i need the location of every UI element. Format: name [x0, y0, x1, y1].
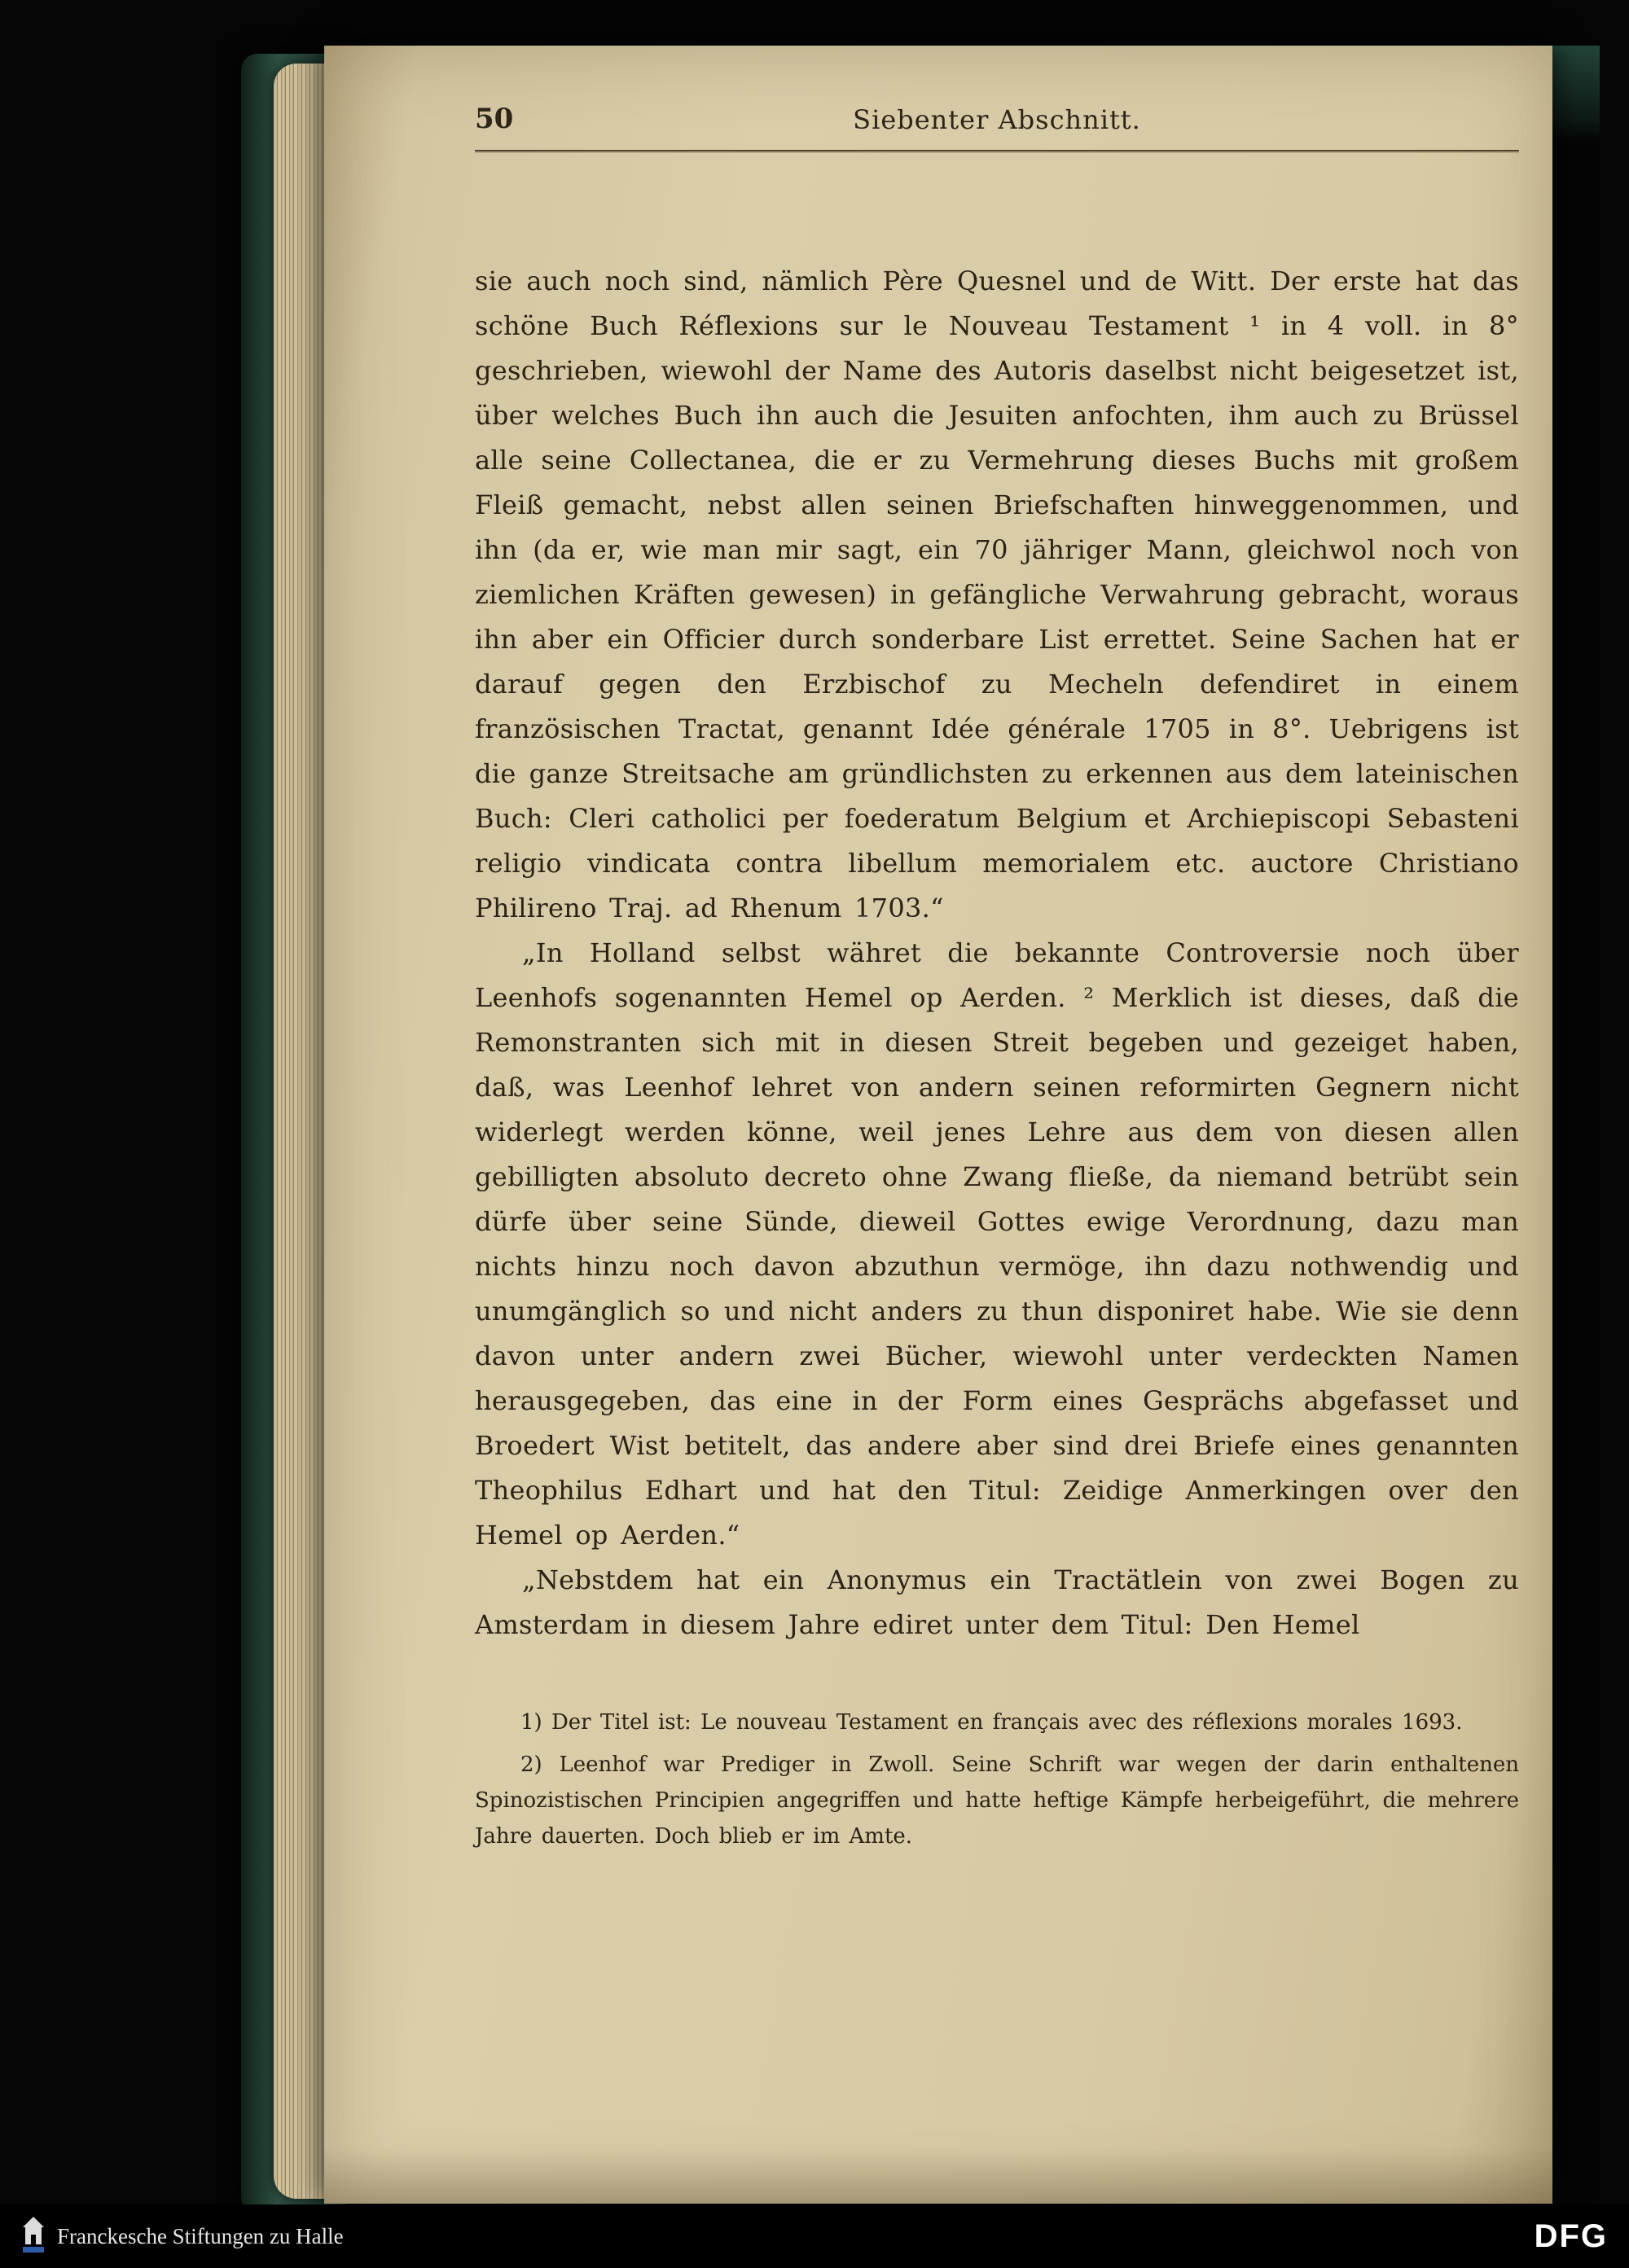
page-header — [475, 103, 1519, 140]
book-page — [324, 46, 1552, 2204]
body-text — [475, 259, 1519, 1647]
section-header: Siebenter Abschnitt. — [853, 104, 1141, 135]
footer-left — [21, 2215, 344, 2257]
header-rule — [475, 150, 1519, 151]
page-number: 50 — [475, 103, 514, 135]
dfg-logo: DFG — [1534, 2218, 1608, 2254]
page-content — [475, 103, 1519, 1854]
page-stack-edges — [274, 64, 327, 2199]
institution-label: Franckesche Stiftungen zu Halle — [57, 2223, 344, 2248]
body-paragraph: sie auch noch sind, nämlich Père Quesnel und de Witt. Der erste hat das schöne Buch Réflexions sur le Nouveau Testament ¹ in 4 voll. in 8° geschrieben, wiewohl der Name des Autoris daselbst nicht beigesetzet ist, über welches Buch ihn auch die Jesuiten anfochten, ihm auch zu Brüssel alle seine Collectanea, die er zu Vermehrung dieses Buchs mit großem Fleiß gemacht, nebst allen seinen Briefschaften hinweggenommen, und ihn (da er, wie man mir sagt, ein 70 jähriger Mann, gleichwol noch von ziemlichen Kräften gewesen) in gefängliche Verwahrung gebracht, woraus ihn aber ein Officier durch sonderbare List errettet. Seine Sachen hat er darauf gegen den Erzbischof zu Mecheln defendiret in einem französischen Tractat, genannt Idée générale 1705 in 8°. Uebrigens ist die ganze Streitsache am gründlichsten zu erkennen aus dem lateinischen Buch: Cleri catholici per foederatum Belgium et Archiepiscopi Sebasteni religio vindicata contra libellum memorialem etc. auctore Christiano Philireno Traj. ad Rhenum 1703.“ — [475, 265, 1519, 923]
body-paragraph: „In Holland selbst währet die bekannte Controversie noch über Leenhofs sogenannten Hemel op Aerden. ² Merklich ist dieses, daß die Remonstranten sich mit in diesen Streit begeben und gezeiget haben, daß, was Leenhof lehret von andern seinen reformirten Gegnern nicht widerlegt werden könne, weil jenes Lehre aus dem von diesen allen gebilligten absoluto decreto ohne Zwang fließe, da niemand betrübt sein dürfe über seine Sünde, dieweil Gottes ewige Verordnung, dazu man nichts hinzu noch davon abzuthun vermöge, ihn dazu nothwendig und unumgänglich so und nicht anders zu thun disponiret habe. Wie sie denn davon unter andern zwei Bücher, wiewohl unter verdeckten Namen herausgegeben, das eine in der Form eines Gesprächs abgefasset und Broedert Wist betitelt, das andere aber sind drei Briefe eines genannten Theophilus Edhart und hat den Titul: Zeidige Anmerkingen over den Hemel op Aerden.“ — [475, 937, 1519, 1551]
footnote: 2) Leenhof war Prediger in Zwoll. Seine Schrift war wegen der darin enthaltenen Spinozistischen Principien angegriffen und hatte heftige Kämpfe herbeigeführt, die mehrere Jahre dauerten. Doch blieb er im Amte. — [475, 1753, 1519, 1849]
footnotes-section — [475, 1704, 1519, 1854]
body-paragraph: „Nebstdem hat ein Anonymus ein Tractätlein von zwei Bogen zu Amsterdam in diesem Jahre ediret unter dem Titul: Den Hemel — [475, 1564, 1519, 1640]
viewer-footer — [0, 2204, 1629, 2268]
footnote: 1) Der Titel ist: Le nouveau Testament en français avec des réflexions morales 1693. — [520, 1710, 1463, 1735]
franckesche-stiftungen-logo-icon — [21, 2215, 46, 2257]
